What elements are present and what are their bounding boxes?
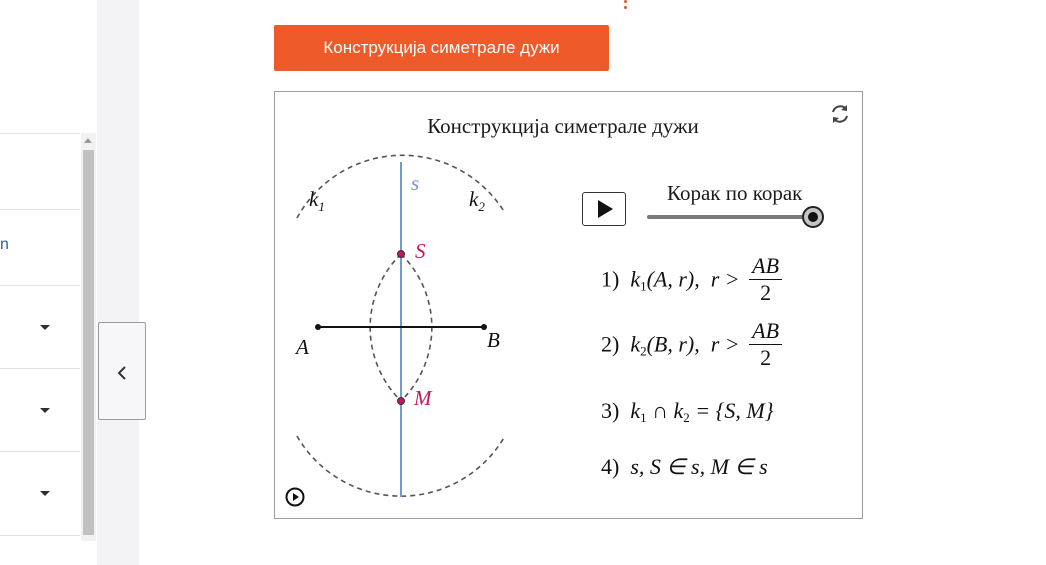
play-animation-button[interactable]: [582, 192, 626, 226]
step-3: 3) $k_1$ ∩ $k_2 = \{S$, M}: [601, 398, 774, 425]
topic-button[interactable]: Конструкција симетрале дужи: [274, 25, 609, 71]
play-icon[interactable]: [285, 487, 305, 507]
point-m: [398, 398, 405, 405]
chevron-down-icon: [40, 491, 50, 496]
sidebar-gutter: [97, 0, 139, 565]
step-2: 2) $k_2(B$, r), r > $\frac{AB}{2}$: [601, 322, 782, 371]
sidebar: [0, 0, 98, 565]
chevron-down-icon: [40, 408, 50, 413]
applet-title: Конструкција симетрале дужи: [427, 114, 699, 138]
sidebar-row-dropdown[interactable]: [0, 451, 80, 536]
step-1: 1) $k_1(A$, r), r > $\frac{AB}{2}$: [601, 257, 782, 306]
label-s-line: s: [411, 171, 420, 195]
sidebar-row[interactable]: [0, 133, 80, 210]
step-slider-label: Корак по корак: [667, 181, 803, 205]
step-slider-thumb[interactable]: [802, 206, 824, 228]
sidebar-scrollbar-thumb[interactable]: [83, 150, 94, 535]
point-s: [398, 251, 405, 258]
step-4: 4) s, S ∈ s, M ∈ s: [601, 454, 768, 479]
construction-figure: [275, 92, 575, 520]
label-point-m: M: [414, 386, 432, 410]
step-slider-track[interactable]: [647, 215, 813, 219]
chevron-left-icon: [116, 365, 128, 381]
label-point-b: B: [487, 328, 500, 352]
sidebar-row[interactable]: [0, 209, 80, 286]
more-menu-icon[interactable]: [624, 0, 628, 16]
sidebar-row-dropdown[interactable]: [0, 368, 80, 452]
label-point-a: A: [296, 335, 309, 359]
chevron-down-icon: [40, 325, 50, 330]
label-k1: $k_1$: [309, 187, 325, 214]
scroll-up-arrow-icon[interactable]: [84, 138, 92, 143]
collapse-sidebar-button[interactable]: [98, 322, 146, 420]
label-point-s: S: [415, 239, 426, 263]
sidebar-row-dropdown[interactable]: [0, 285, 80, 369]
label-k2: $k_2$: [469, 187, 485, 214]
reset-icon[interactable]: [829, 103, 851, 125]
sidebar-row-text: n: [0, 236, 9, 253]
geometry-applet[interactable]: [274, 91, 863, 519]
point-a: [315, 324, 321, 330]
